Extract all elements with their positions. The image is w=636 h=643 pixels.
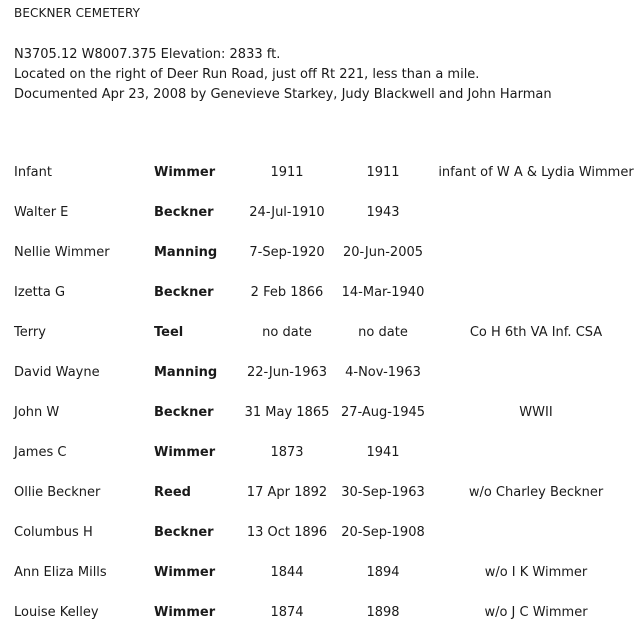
birth-date: 2 Feb 1866 [250, 285, 324, 300]
first-name: Ann Eliza Mills [14, 565, 107, 580]
birth-date: 31 May 1865 [244, 405, 330, 420]
documented-line: Documented Apr 23, 2008 by Genevieve Starkey, Judy Blackwell and John Harman [14, 87, 552, 102]
birth-date: 7-Sep-1920 [249, 245, 325, 260]
note: w/o J C Wimmer [484, 605, 588, 620]
first-name: Terry [14, 325, 46, 340]
surname: Teel [154, 325, 184, 340]
death-date: 4-Nov-1963 [345, 365, 421, 380]
death-date: 1943 [366, 205, 400, 220]
first-name: Nellie Wimmer [14, 245, 110, 260]
birth-date: no date [262, 325, 312, 340]
table-row [0, 363, 636, 403]
death-date: 1898 [366, 605, 400, 620]
death-date: 1941 [366, 445, 400, 460]
death-date: 27-Aug-1945 [340, 405, 426, 420]
first-name: Columbus H [14, 525, 93, 540]
table-row [0, 283, 636, 323]
surname: Wimmer [154, 445, 216, 460]
table-row [0, 323, 636, 363]
surname: Beckner [154, 525, 214, 540]
note: Co H 6th VA Inf. CSA [469, 325, 603, 340]
note: w/o I K Wimmer [484, 565, 588, 580]
birth-date: 22-Jun-1963 [246, 365, 328, 380]
birth-date: 1873 [270, 445, 304, 460]
surname: Wimmer [154, 565, 216, 580]
birth-date: 1874 [270, 605, 304, 620]
table-row [0, 523, 636, 563]
table-row [0, 403, 636, 443]
birth-date: 1911 [270, 165, 304, 180]
surname: Reed [154, 485, 191, 500]
death-date: 30-Sep-1963 [341, 485, 425, 500]
surname: Beckner [154, 285, 214, 300]
death-date: no date [358, 325, 408, 340]
death-date: 1911 [366, 165, 400, 180]
death-date: 1894 [366, 565, 400, 580]
first-name: David Wayne [14, 365, 100, 380]
surname: Beckner [154, 205, 214, 220]
surname: Beckner [154, 405, 214, 420]
table-row [0, 163, 636, 203]
table-row [0, 443, 636, 483]
surname: Wimmer [154, 605, 216, 620]
note: infant of W A & Lydia Wimmer [438, 165, 634, 180]
page-title: BECKNER CEMETERY [14, 6, 141, 20]
surname: Wimmer [154, 165, 216, 180]
birth-date: 17 Apr 1892 [246, 485, 328, 500]
first-name: Izetta G [14, 285, 66, 300]
birth-date: 24-Jul-1910 [249, 205, 325, 220]
first-name: Ollie Beckner [14, 485, 101, 500]
first-name: Louise Kelley [14, 605, 99, 620]
birth-date: 1844 [270, 565, 304, 580]
first-name: Infant [14, 165, 52, 180]
death-date: 20-Sep-1908 [341, 525, 425, 540]
birth-date: 13 Oct 1896 [246, 525, 328, 540]
first-name: James C [14, 445, 67, 460]
death-date: 20-Jun-2005 [342, 245, 424, 260]
note: WWII [519, 405, 553, 420]
death-date: 14-Mar-1940 [341, 285, 425, 300]
note: w/o Charley Beckner [468, 485, 604, 500]
burial-table [0, 163, 636, 643]
table-row [0, 603, 636, 643]
coordinates-line: N3705.12 W8007.375 Elevation: 2833 ft. [14, 47, 281, 62]
location-line: Located on the right of Deer Run Road, just off Rt 221, less than a mile. [14, 67, 480, 82]
table-row [0, 483, 636, 523]
table-row [0, 203, 636, 243]
first-name: John W [14, 405, 60, 420]
surname: Manning [154, 365, 218, 380]
cemetery-info [14, 45, 552, 105]
first-name: Walter E [14, 205, 69, 220]
table-row [0, 243, 636, 283]
table-row [0, 563, 636, 603]
surname: Manning [154, 245, 218, 260]
